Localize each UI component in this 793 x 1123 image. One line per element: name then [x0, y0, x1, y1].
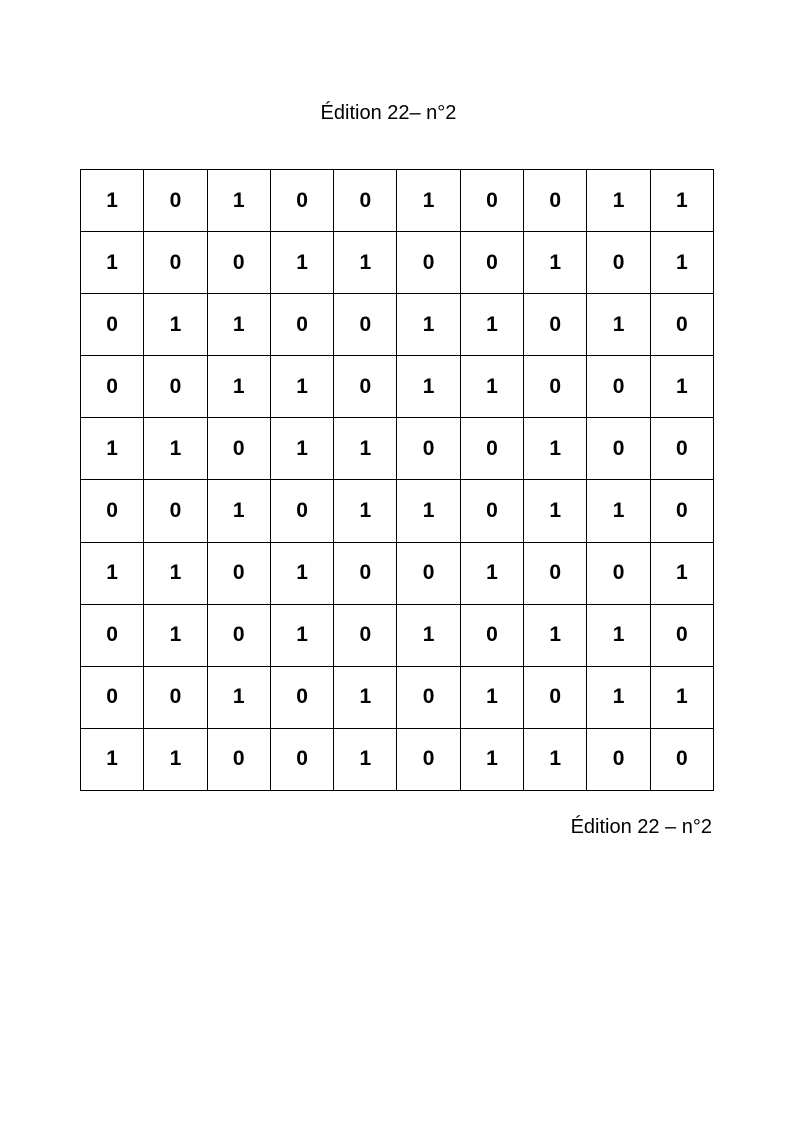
grid-cell: 0 [397, 232, 460, 294]
grid-cell: 1 [587, 170, 650, 232]
grid-cell: 1 [271, 232, 334, 294]
binary-grid [80, 169, 714, 791]
grid-cell: 0 [524, 543, 587, 605]
grid-cell: 1 [81, 232, 144, 294]
grid-cell: 1 [587, 605, 650, 667]
grid-cell: 1 [81, 170, 144, 232]
grid-cell: 1 [208, 294, 271, 356]
grid-cell: 1 [397, 294, 460, 356]
grid-cell: 0 [208, 729, 271, 791]
grid-cell: 1 [271, 356, 334, 418]
grid-cell: 1 [144, 418, 207, 480]
grid-cell: 0 [81, 480, 144, 542]
grid-cell: 0 [651, 605, 714, 667]
grid-cell: 1 [144, 294, 207, 356]
grid-cell: 0 [208, 543, 271, 605]
grid-cell: 1 [81, 543, 144, 605]
grid-cell: 0 [81, 605, 144, 667]
grid-cell: 0 [81, 667, 144, 729]
grid-cell: 0 [334, 605, 397, 667]
grid-cell: 1 [334, 729, 397, 791]
grid-cell: 0 [334, 170, 397, 232]
grid-cell: 0 [144, 667, 207, 729]
grid-cell: 0 [144, 170, 207, 232]
grid-cell: 1 [397, 170, 460, 232]
grid-cell: 1 [524, 418, 587, 480]
grid-cell: 1 [461, 294, 524, 356]
grid-cell: 1 [334, 667, 397, 729]
grid-cell: 1 [208, 480, 271, 542]
grid-cell: 1 [271, 418, 334, 480]
grid-cell: 1 [461, 667, 524, 729]
grid-cell: 0 [208, 232, 271, 294]
grid-cell: 0 [651, 480, 714, 542]
grid-cell: 0 [271, 667, 334, 729]
grid-cell: 0 [461, 418, 524, 480]
grid-cell: 0 [651, 294, 714, 356]
grid-cell: 1 [334, 418, 397, 480]
grid-cell: 1 [461, 729, 524, 791]
grid-cell: 0 [461, 170, 524, 232]
grid-cell: 0 [651, 729, 714, 791]
grid-cell: 0 [461, 480, 524, 542]
grid-cell: 1 [461, 543, 524, 605]
grid-cell: 0 [524, 170, 587, 232]
grid-cell: 0 [524, 294, 587, 356]
grid-cell: 0 [334, 294, 397, 356]
grid-cell: 0 [144, 356, 207, 418]
grid-cell: 1 [271, 543, 334, 605]
grid-cell: 0 [524, 356, 587, 418]
grid-cell: 0 [587, 729, 650, 791]
grid-cell: 1 [461, 356, 524, 418]
grid-cell: 0 [461, 232, 524, 294]
grid-cell: 1 [587, 480, 650, 542]
grid-cell: 1 [81, 418, 144, 480]
grid-cell: 1 [144, 729, 207, 791]
grid-cell: 0 [524, 667, 587, 729]
grid-cell: 0 [397, 418, 460, 480]
grid-cell: 1 [397, 356, 460, 418]
grid-cell: 1 [524, 729, 587, 791]
grid-cell: 0 [397, 667, 460, 729]
grid-cell: 1 [271, 605, 334, 667]
grid-cell: 0 [461, 605, 524, 667]
grid-cell: 1 [524, 232, 587, 294]
grid-cell: 0 [144, 480, 207, 542]
grid-cell: 1 [651, 232, 714, 294]
page-title: Édition 22– n°2 [320, 102, 457, 124]
grid-cell: 1 [651, 170, 714, 232]
grid-cell: 0 [587, 543, 650, 605]
grid-cell: 0 [587, 232, 650, 294]
grid-cell: 1 [81, 729, 144, 791]
grid-cell: 1 [208, 667, 271, 729]
grid-cell: 0 [587, 418, 650, 480]
grid-cell: 0 [587, 356, 650, 418]
grid-cell: 1 [651, 543, 714, 605]
grid-cell: 1 [524, 605, 587, 667]
grid-cell: 1 [587, 294, 650, 356]
grid-cell: 1 [587, 667, 650, 729]
grid-cell: 1 [334, 480, 397, 542]
grid-cell: 0 [271, 170, 334, 232]
grid-cell: 0 [271, 480, 334, 542]
grid-cell: 0 [651, 418, 714, 480]
grid-cell: 1 [651, 356, 714, 418]
grid-cell: 1 [144, 543, 207, 605]
grid-cell: 0 [334, 543, 397, 605]
grid-cell: 0 [271, 729, 334, 791]
grid-cell: 0 [271, 294, 334, 356]
grid-cell: 1 [208, 356, 271, 418]
grid-cell: 1 [397, 480, 460, 542]
grid-cell: 1 [334, 232, 397, 294]
grid-cell: 0 [397, 543, 460, 605]
grid-cell: 0 [144, 232, 207, 294]
grid-cell: 1 [651, 667, 714, 729]
grid-cell: 1 [524, 480, 587, 542]
grid-cell: 1 [144, 605, 207, 667]
grid-cell: 0 [397, 729, 460, 791]
page-footer: Édition 22 – n°2 [570, 816, 712, 838]
grid-cell: 1 [397, 605, 460, 667]
grid-cell: 0 [81, 294, 144, 356]
grid-cell: 0 [81, 356, 144, 418]
grid-cell: 0 [208, 418, 271, 480]
grid-cell: 0 [208, 605, 271, 667]
grid-cell: 0 [334, 356, 397, 418]
grid-cell: 1 [208, 170, 271, 232]
